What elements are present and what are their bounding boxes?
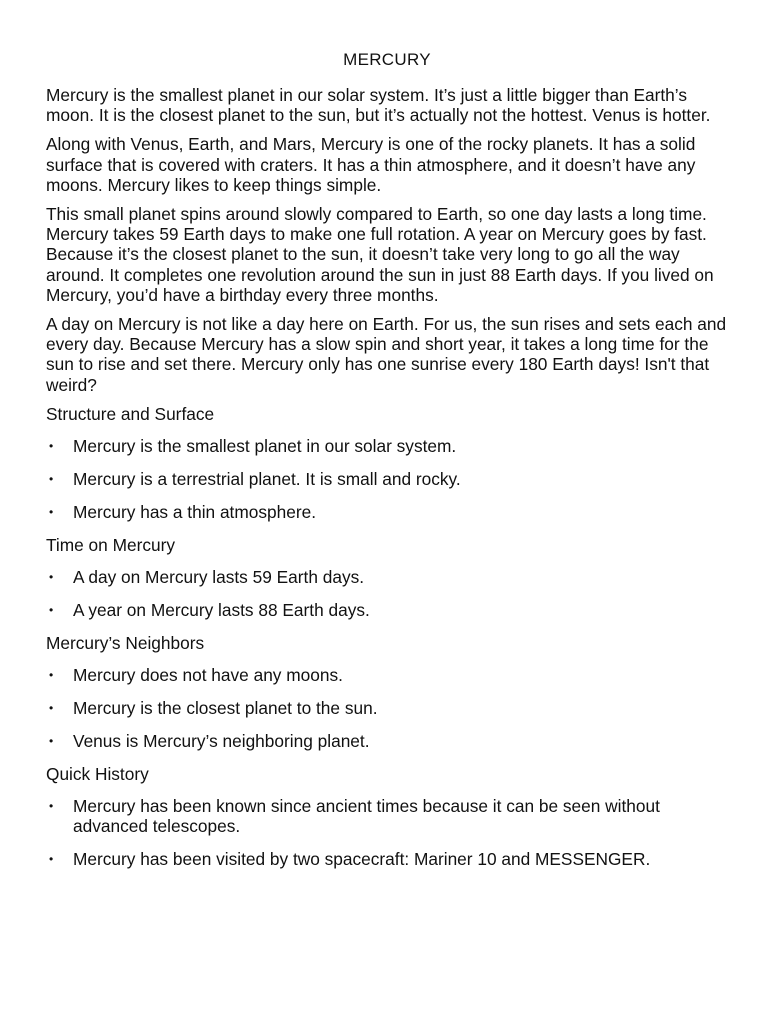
bullet-icon: • (49, 504, 54, 519)
bullet-list-history (46, 796, 728, 869)
paragraph-rocky-planets: Along with Venus, Earth, and Mars, Mercury is one of the rocky planets. It has a solid surface that is covered with craters. It has a thin atmosphere, and it doesn’t have any moons. Mercury likes to keep things simple. (46, 134, 696, 195)
list-item (46, 796, 728, 836)
list-item-text: Mercury does not have any moons. (73, 664, 343, 685)
list-item (46, 698, 728, 718)
bullet-list-neighbors (46, 665, 728, 751)
list-item (46, 731, 728, 751)
list-item (46, 436, 728, 456)
list-item (46, 849, 728, 869)
list-item-text: A day on Mercury lasts 59 Earth days. (73, 566, 365, 587)
list-item-text: Mercury is the closest planet to the sun. (73, 697, 378, 718)
bullet-list-structure (46, 436, 728, 522)
list-item (46, 469, 728, 489)
list-item-text: Mercury has been visited by two spacecraft: Mariner 10 and MESSENGER. (73, 848, 651, 869)
paragraph-rotation: This small planet spins around slowly compared to Earth, so one day lasts a long time. Mercury takes 59 Earth days to make one full rotation. A year on Mercury goes by fast. Because it’s the closest planet to the sun, it doesn’t take very long to go all the way around. It completes one revolution around the sun in just 88 Earth days. If you lived on Mercury, you’d have a birthday every three months. (46, 204, 714, 305)
section-heading-neighbors: Mercury’s Neighbors (46, 632, 205, 653)
bullet-icon: • (49, 798, 54, 813)
list-item (46, 665, 728, 685)
page-title: MERCURY (343, 50, 431, 69)
bullet-list-time (46, 567, 728, 620)
bullet-icon: • (49, 471, 54, 486)
section-heading-time: Time on Mercury (46, 534, 175, 555)
list-item-text: Mercury has been known since ancient times because it can be seen without advanced telescopes. (73, 795, 660, 836)
section-heading-history: Quick History (46, 763, 149, 784)
list-item-text: Mercury is the smallest planet in our solar system. (73, 435, 457, 456)
bullet-icon: • (49, 733, 54, 748)
bullet-icon: • (49, 438, 54, 453)
paragraph-sunrise: A day on Mercury is not like a day here on Earth. For us, the sun rises and sets each and every day. Because Mercury has a slow spin and short year, it takes a long time for the sun to rise and set there. Mercury only has one sunrise every 180 Earth days! Isn't that weird? (46, 314, 727, 395)
list-item (46, 502, 728, 522)
bullet-icon: • (49, 851, 54, 866)
bullet-icon: • (49, 667, 54, 682)
list-item-text: Mercury is a terrestrial planet. It is small and rocky. (73, 468, 461, 489)
bullet-icon: • (49, 569, 54, 584)
bullet-icon: • (49, 700, 54, 715)
list-item (46, 567, 728, 587)
bullet-icon: • (49, 602, 54, 617)
list-item (46, 600, 728, 620)
paragraph-intro: Mercury is the smallest planet in our solar system. It’s just a little bigger than Earth’s moon. It is the closest planet to the sun, but it’s actually not the hottest. Venus is hotter. (46, 85, 711, 126)
section-heading-structure: Structure and Surface (46, 403, 215, 424)
list-item-text: A year on Mercury lasts 88 Earth days. (73, 599, 370, 620)
list-item-text: Venus is Mercury’s neighboring planet. (73, 730, 370, 751)
list-item-text: Mercury has a thin atmosphere. (73, 501, 317, 522)
